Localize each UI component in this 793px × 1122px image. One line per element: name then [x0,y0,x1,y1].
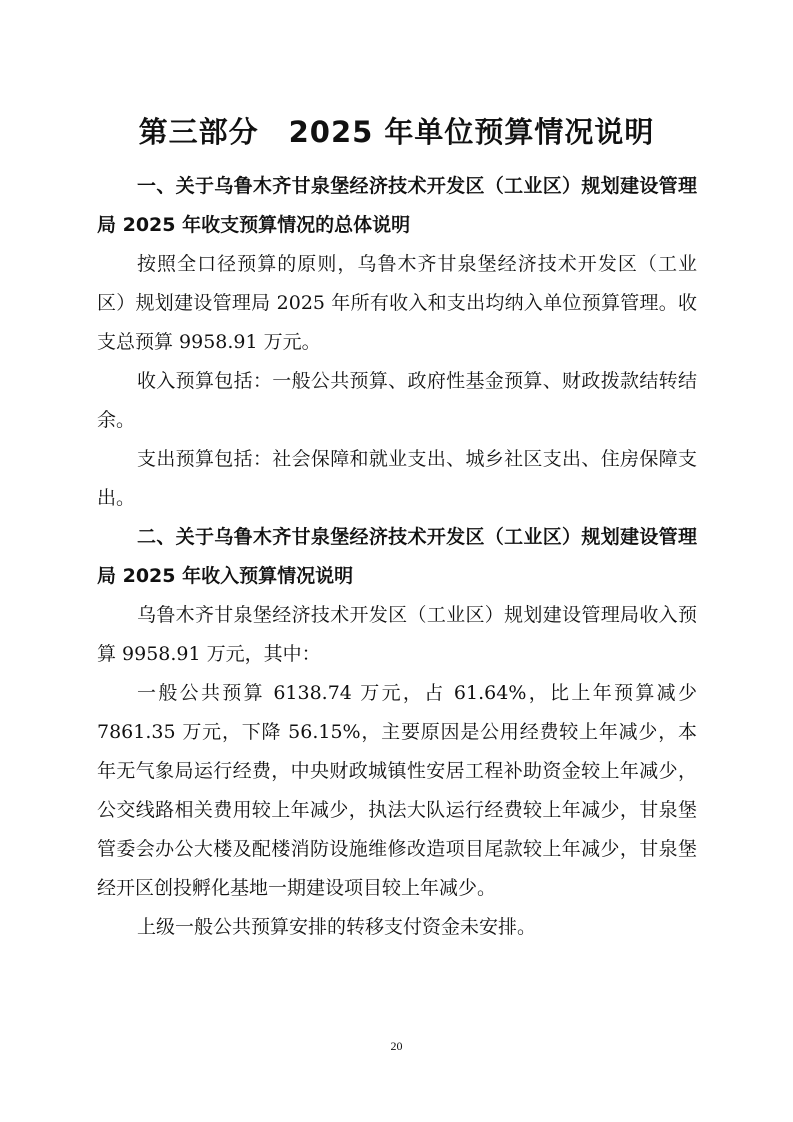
section-2-paragraph-1: 乌鲁木齐甘泉堡经济技术开发区（工业区）规划建设管理局收入预算 9958.91 万元，其中： [97,604,697,665]
section-2-paragraph-2: 一般公共预算 6138.74 万元，占 61.64%，比上年预算减少 7861.35 万元，下降 56.15%，主要原因是公用经费较上年减少，本年无气象局运行经费，中央财政城镇性安居工程补助资金较上年减少，公交线路相关费用较上年减少，执法大队运行经费较上年减少，甘泉堡管委会办公大楼及配楼消防设施维修改造项目尾款较上年减少，甘泉堡经开区创投孵化基地一期建设项目较上年减少。 [97,682,697,899]
section-2-heading: 二、关于乌鲁木齐甘泉堡经济技术开发区（工业区）规划建设管理局 2025 年收入预算情况说明 [97,526,697,587]
section-1-paragraph-3: 支出预算包括：社会保障和就业支出、城乡社区支出、住房保障支出。 [97,448,697,509]
section-1-paragraph-1: 按照全口径预算的原则，乌鲁木齐甘泉堡经济技术开发区（工业区）规划建设管理局 2025 年所有收入和支出均纳入单位预算管理。收支总预算 9958.91 万元。 [97,253,697,353]
page-number: 20 [390,1039,403,1053]
section-2-paragraph-3: 上级一般公共预算安排的转移支付资金未安排。 [137,916,537,938]
page-title: 第三部分 2025 年单位预算情况说明 [138,115,655,149]
section-1-heading: 一、关于乌鲁木齐甘泉堡经济技术开发区（工业区）规划建设管理局 2025 年收支预算情况的总体说明 [97,175,697,236]
section-1-paragraph-2: 收入预算包括：一般公共预算、政府性基金预算、财政拨款结转结余。 [97,370,697,431]
